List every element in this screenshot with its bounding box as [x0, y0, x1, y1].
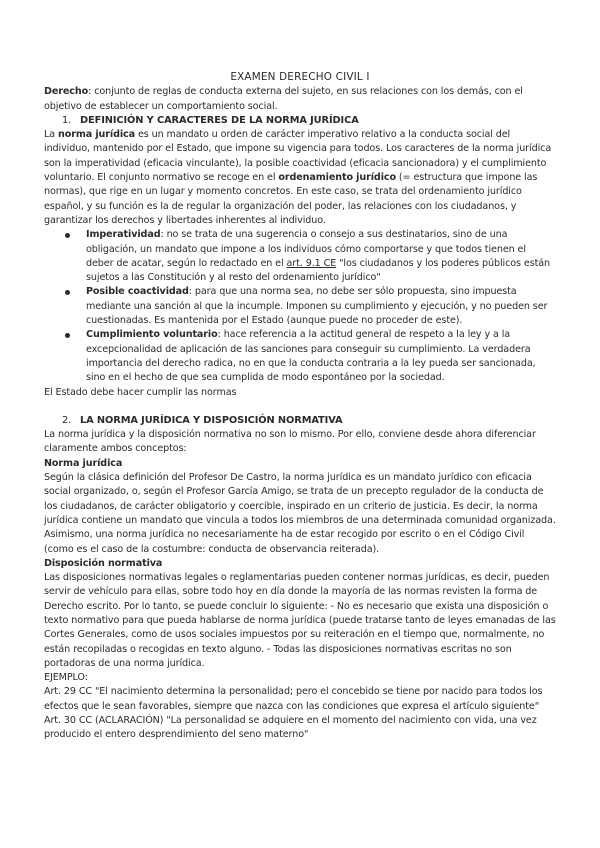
section2-number: 2. — [62, 414, 72, 426]
section1-closing: El Estado debe hacer cumplir las normas — [44, 386, 237, 398]
intro-term: Derecho — [44, 86, 89, 98]
section1-heading-text: DEFINICIÓN Y CARACTERES DE LA NORMA JURÍDICA — [80, 114, 359, 126]
disposicion-normativa-paragraph: Las disposiciones normativas legales o reglamentarias pueden contener normas jurídicas, es decir, pueden servir de vehículo para ellas, sobre todo hoy en día donde la mayoría de las normas revisten la forma de Derecho escrito. Por lo tanto, se puede concluir lo siguiente: - No es necesario que exista una disposición o texto normativo para que pueda hablarse de norma jurídica (puede tratarse tanto de leyes emanadas de las Cortes Generales, como de usos sociales impuestos por su reiteración en el tiempo que, normalmente, no están recopiladas o recogidas en texto alguno. - Todas las disposiciones normativas escritas no son portadoras de una norma jurídica. — [44, 572, 556, 669]
list-item — [86, 328, 556, 385]
section1-paragraph — [44, 128, 556, 228]
section1-text-c: (= estructura que impone las normas), que rige en un lugar y momento concretos. En este caso, se trata del ordenamiento jurídico español, y su función es la de regular la organización del poder, las relaciones con los ciudadanos, y garantizar los derechos y libertades inherentes al individuo. — [44, 172, 538, 226]
list-item-text: : no se trata de una sugerencia o consejo a sus destinatarios, sino de una obligación, un mandato que impone a los individuos cómo comportarse y que todos tienen el deber de acatar, según lo redactado en el — [86, 229, 526, 269]
section2-heading-text: LA NORMA JURÍDICA Y DISPOSICIÓN NORMATIVA — [80, 414, 343, 426]
document-body — [44, 70, 556, 743]
article-link[interactable]: art. 9.1 CE — [286, 257, 337, 269]
caracteres-list — [44, 228, 556, 385]
disposicion-normativa-subheading: Disposición normativa — [44, 557, 163, 569]
list-item-term: Imperatividad — [86, 229, 161, 241]
section1-text-a: La — [44, 129, 58, 141]
list-item-text: : para que una norma sea, no debe ser sólo propuesta, sino impuesta mediante una sanción al que la incumple. Imponen su cumplimiento y ejecución, y no pueden ser cuestionadas. Es mantenida por el Estado (aunque puede no proceder de este). — [86, 286, 548, 327]
section1-number: 1. — [62, 114, 72, 126]
norma-juridica-subheading: Norma jurídica — [44, 457, 123, 469]
ordenamiento-juridico-term: ordenamiento jurídico — [278, 172, 396, 184]
article-30-quote: Art. 30 CC (ACLARACIÓN) "La personalidad se adquiere en el momento del nacimiento con vida, una vez producido el entero desprendimiento del seno materno" — [44, 715, 537, 741]
spacer — [44, 400, 556, 414]
section1-heading — [62, 114, 556, 128]
norma-juridica-paragraph: Según la clásica definición del Profesor De Castro, la norma jurídica es un mandato jurídico con eficacia social organizado, o, según el Profesor García Amigo, se trata de un precepto regulador de la conducta de los ciudadanos, de carácter obligatorio y coercible, inspirado en un criterio de justicia. Es decir, la norma jurídica contiene un mandato que vincula a todos los miembros de una determinada comunidad organizada. Asimismo, una norma jurídica no necesariamente ha de estar recogido por escrito o en el Código Civil (como es el caso de la costumbre: conducta de observancia reiterada). — [44, 472, 556, 555]
example-label: EJEMPLO: — [44, 672, 88, 684]
section1-text-b: es un mandato u orden de carácter imperativo relativo a la conducta social del individuo, mantenido por el Estado, que impone su vigencia para todos. Los caracteres de la norma jurídica son la imperatividad (eficacia vinculante), la posible coactividad (eficacia sancionadora) y el cumplimiento voluntario. El conjunto normativo se recoge en el — [44, 129, 552, 184]
article-29-quote: Art. 29 CC "El nacimiento determina la personalidad; pero el concebido se tiene por nacido para todos los efectos que le sean favorables, siempre que nazca con las condiciones que expresa el artículo siguiente" — [44, 686, 543, 712]
norma-juridica-term: norma jurídica — [57, 129, 136, 141]
section2-heading — [62, 414, 556, 428]
list-item — [86, 285, 556, 328]
page-title: EXAMEN DERECHO CIVIL I — [230, 71, 370, 83]
list-item — [86, 228, 556, 285]
intro-text: : conjunto de reglas de conducta externa del sujeto, en sus relaciones con los demás, con el objetivo de establecer un comportamiento social. — [44, 86, 523, 112]
list-item-term: Cumplimiento voluntario — [86, 329, 218, 341]
list-item-quote: "los ciudadanos y los poderes públicos están sujetos a las Constitución y al resto del ordenamiento jurídico" — [86, 257, 551, 284]
section2-intro: La norma jurídica y la disposición normativa no son lo mismo. Por ello, conviene desde ahora diferenciar claramente ambos conceptos: — [44, 429, 536, 455]
list-item-term: Posible coactividad — [86, 286, 189, 298]
intro-paragraph — [44, 85, 556, 114]
list-item-text: : hace referencia a la actitud general de respeto a la ley y a la excepcionalidad de aplicación de las sanciones para conseguir su cumplimiento. La verdadera importancia del derecho radica, no en que la conducta contraria a la ley pueda ser sancionada, sino en el hecho de que sea cumplida de modo espontáneo por la sociedad. — [86, 329, 536, 384]
